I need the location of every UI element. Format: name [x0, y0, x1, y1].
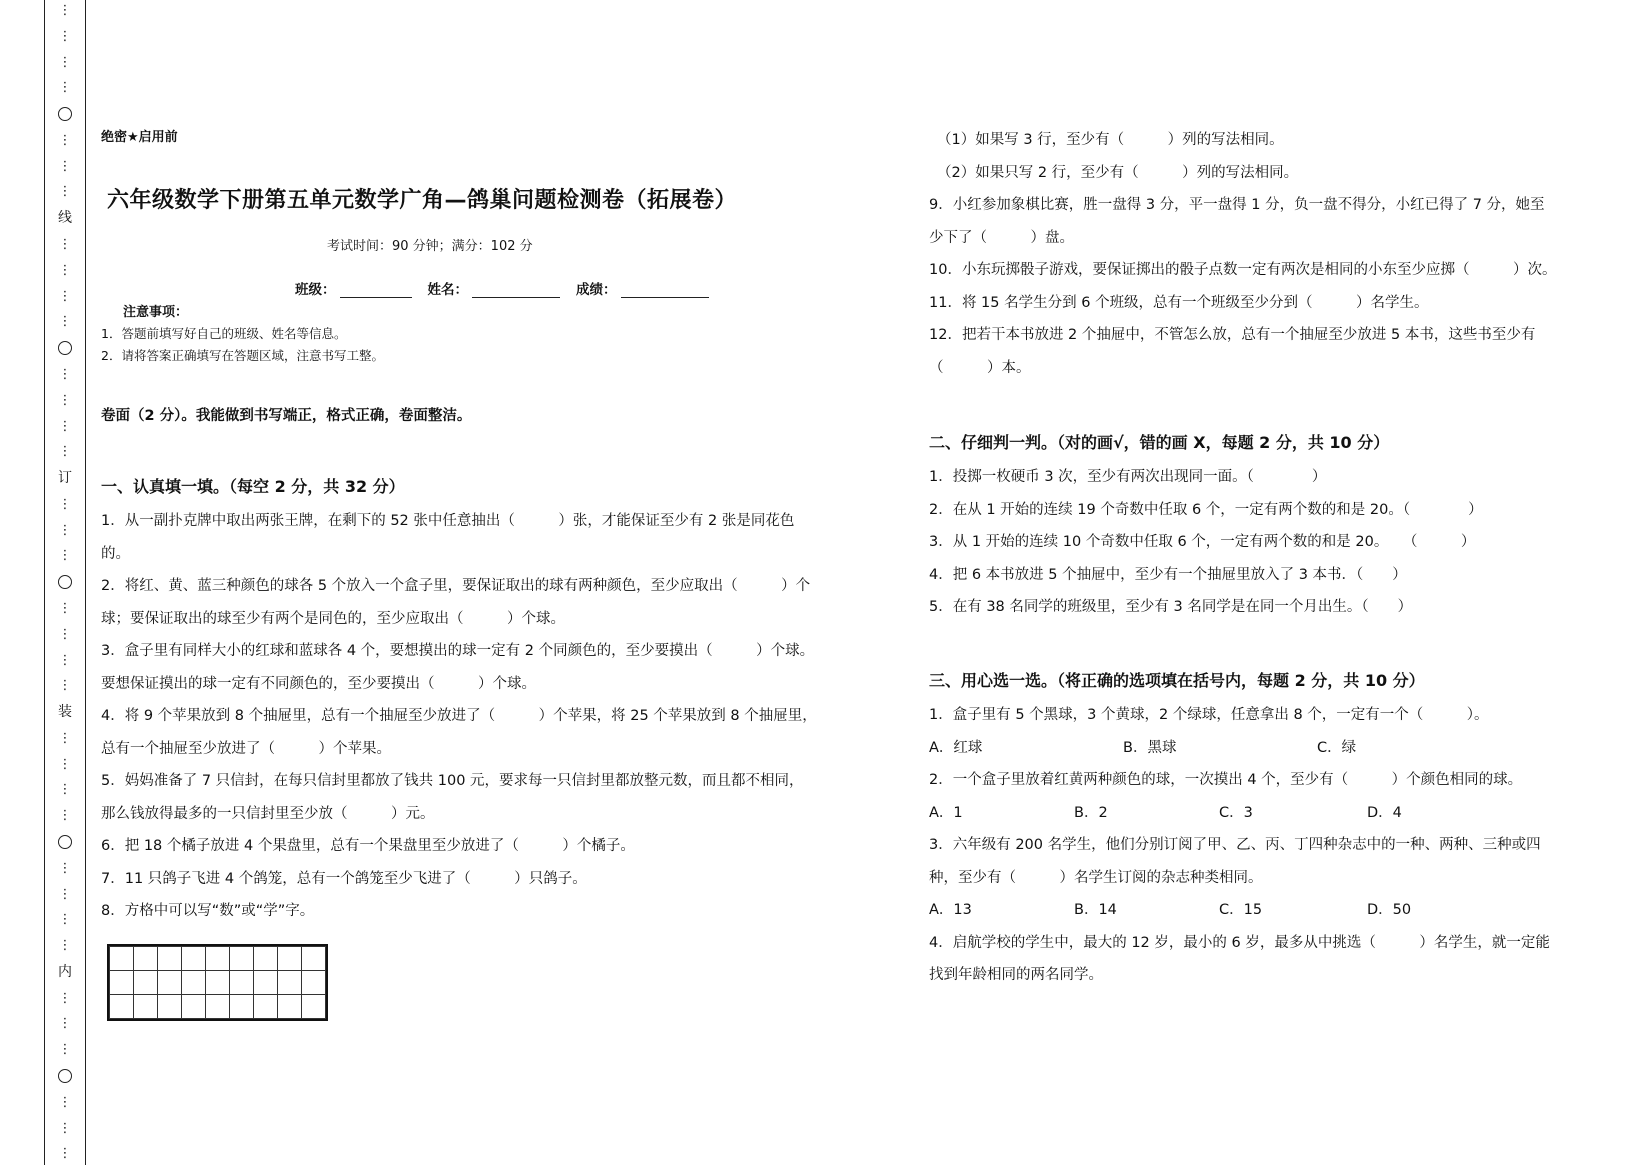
section1-questions	[101, 505, 817, 928]
question-3-2-options	[929, 797, 1559, 830]
question-3-1-options	[929, 732, 1559, 765]
question-2-3: 3．从 1 开始的连续 10 个奇数中任取 6 个，一定有两个数的和是 20。 （ ）	[929, 534, 1476, 550]
class-label: 班级：	[295, 282, 336, 298]
question-1-8-1: （1）如果写 3 行，至少有（ ）列的写法相同。	[937, 132, 1284, 148]
question-2-4: 4．把 6 本书放进 5 个抽屉中，至少有一个抽屉里放入了 3 本书．（ ）	[929, 566, 1407, 583]
section2-title: 二、仔细判一判。（对的画√，错的画 X，每题 2 分，共 10 分）	[929, 433, 1390, 452]
question-3-2: 2．一个盒子里放着红黄两种颜色的球，一次摸出 4 个，至少有（ ）个颜色相同的球。	[929, 772, 1523, 788]
score-blank[interactable]	[621, 283, 709, 298]
question-3-4: 4．启航学校的学生中，最大的 12 岁，最小的 6 岁，最多从中挑选（ ）名学生，就一定能找到年龄相同的两名同学。	[929, 934, 1550, 983]
binding-circle	[58, 575, 72, 589]
option[interactable]: B．2	[1074, 804, 1108, 821]
section2-questions	[929, 461, 1559, 624]
question-1-6: 6．把 18 个橘子放进 4 个果盘里，总有一个果盘里至少放进了（ ）个橘子。	[101, 838, 635, 854]
binding-marks: ⋮ ⋮ ⋮ ⋮ ⋮ ⋮ ⋮ 线 ⋮ ⋮ ⋮ ⋮ ⋮ ⋮ ⋮ ⋮ 订 ⋮ ⋮ ⋮ ⋮ ⋮ ⋮ ⋮ 装 ⋮ ⋮ ⋮ ⋮ ⋮ ⋮ ⋮ ⋮ 内 ⋮ ⋮ ⋮ ⋮ ⋮ ⋮	[58, 3, 72, 1162]
question-1-8: 8．方格中可以写“数”或“学”字。	[101, 903, 315, 919]
option[interactable]: B．黑球	[1123, 739, 1177, 756]
question-1-1: 1．从一副扑克牌中取出两张王牌，在剩下的 52 张中任意抽出（ ）张，才能保证至少有 2 张是同花色的。	[101, 513, 795, 562]
name-field[interactable]	[428, 278, 561, 298]
question-1-10: 10．小东玩掷骰子游戏，要保证掷出的骰子点数一定有两次是相同的小东至少应掷（ ）次。	[929, 262, 1557, 278]
section1-questions-cont	[929, 124, 1559, 384]
question-1-7: 7．11 只鸽子飞进 4 个鸽笼，总有一个鸽笼至少飞进了（ ）只鸽子。	[101, 870, 587, 887]
option[interactable]: A．13	[929, 902, 972, 918]
option[interactable]: D．50	[1367, 902, 1412, 918]
binding-circle	[58, 341, 72, 355]
question-2-1: 1．投掷一枚硬币 3 次，至少有两次出现同一面。（ ）	[929, 469, 1327, 485]
question-1-11: 11．将 15 名学生分到 6 个班级，总有一个班级至少分到（ ）名学生。	[929, 294, 1429, 311]
question-1-12: 12．把若干本书放进 2 个抽屉中，不管怎么放，总有一个抽屉至少放进 5 本书，这些书至少有（ ）本。	[929, 327, 1536, 376]
option[interactable]: A．1	[929, 804, 963, 821]
section1-title: 一、认真填一填。（每空 2 分，共 32 分）	[101, 477, 405, 496]
option[interactable]: D．4	[1367, 804, 1402, 821]
score-field[interactable]	[576, 278, 709, 298]
question-1-8-2: （2）如果只写 2 行，至少有（ ）列的写法相同。	[937, 164, 1299, 181]
option[interactable]: C．15	[1219, 902, 1263, 918]
question-1-3: 3．盒子里有同样大小的红球和蓝球各 4 个，要想摸出的球一定有 2 个同颜色的，至少要摸出（ ）个球。要想保证摸出的球一定有不同颜色的，至少要摸出（ ）个球。	[101, 643, 815, 692]
exam-meta: 考试时间：90 分钟；满分：102 分	[327, 239, 533, 254]
binding-line-outer	[44, 0, 45, 1165]
question-3-3-options	[929, 894, 1559, 927]
section3-title: 三、用心选一选。（将正确的选项填在括号内，每题 2 分，共 10 分）	[929, 671, 1425, 690]
confidential-label: 绝密★启用前	[101, 130, 178, 145]
binding-circle	[58, 1069, 72, 1083]
page-title: 六年级数学下册第五单元数学广角—鸽巢问题检测卷（拓展卷）	[107, 188, 738, 213]
binding-char-xian: 线	[58, 210, 72, 227]
answer-grid	[107, 944, 328, 1021]
question-3-3: 3．六年级有 200 名学生，他们分别订阅了甲、乙、丙、丁四种杂志中的一种、两种、三种或四种，至少有（ ）名学生订阅的杂志种类相同。	[929, 837, 1541, 886]
option[interactable]: A．红球	[929, 739, 983, 756]
score-label: 成绩：	[576, 282, 617, 298]
student-info-fields	[295, 278, 725, 298]
question-1-2: 2．将红、黄、蓝三种颜色的球各 5 个放入一个盒子里，要保证取出的球有两种颜色，至少应取出（ ）个球；要保证取出的球至少有两个是同色的，至少应取出（ ）个球。	[101, 578, 811, 627]
binding-circle	[58, 835, 72, 849]
name-label: 姓名：	[427, 282, 468, 298]
question-2-5: 5．在有 38 名同学的班级里，至少有 3 名同学是在同一个月出生。（ ）	[929, 599, 1413, 615]
question-1-9: 9．小红参加象棋比赛，胜一盘得 3 分，平一盘得 1 分，负一盘不得分，小红已得了 7 分，她至少下了（ ）盘。	[929, 197, 1545, 246]
name-blank[interactable]	[472, 283, 560, 298]
class-field[interactable]	[295, 278, 412, 298]
option[interactable]: B．14	[1074, 902, 1117, 918]
binding-char-nei: 内	[58, 963, 72, 980]
binding-line-inner	[85, 0, 86, 1165]
binding-strip	[44, 0, 88, 1165]
class-blank[interactable]	[340, 283, 412, 298]
question-1-4: 4．将 9 个苹果放到 8 个抽屉里，总有一个抽屉至少放进了（ ）个苹果，将 25 个苹果放到 8 个抽屉里，总有一个抽屉至少放进了（ ）个苹果。	[101, 708, 817, 757]
binding-char-ding: 订	[58, 470, 72, 487]
note-item: 1．答题前填写好自己的班级、姓名等信息。	[101, 326, 347, 341]
binding-circle	[58, 107, 72, 121]
option[interactable]: C．绿	[1317, 739, 1357, 756]
question-1-5: 5．妈妈准备了 7 只信封，在每只信封里都放了钱共 100 元，要求每一只信封里都放整元数，而且都不相同，那么钱放得最多的一只信封里至少放（ ）元。	[101, 773, 804, 822]
neatness-statement: 卷面（2 分）。我能做到书写端正，格式正确，卷面整洁。	[101, 408, 472, 424]
note-item: 2．请将答案正确填写在答题区域，注意书写工整。	[101, 348, 384, 363]
question-2-2: 2．在从 1 开始的连续 19 个奇数中任取 6 个，一定有两个数的和是 20。（ ）	[929, 501, 1483, 518]
option[interactable]: C．3	[1219, 804, 1253, 821]
question-3-1: 1．盒子里有 5 个黑球，3 个黄球，2 个绿球，任意拿出 8 个，一定有一个（ ）。	[929, 707, 1489, 723]
binding-char-zhuang: 装	[58, 704, 72, 721]
section3-questions	[929, 699, 1559, 992]
notes-title: 注意事项：	[123, 305, 189, 320]
